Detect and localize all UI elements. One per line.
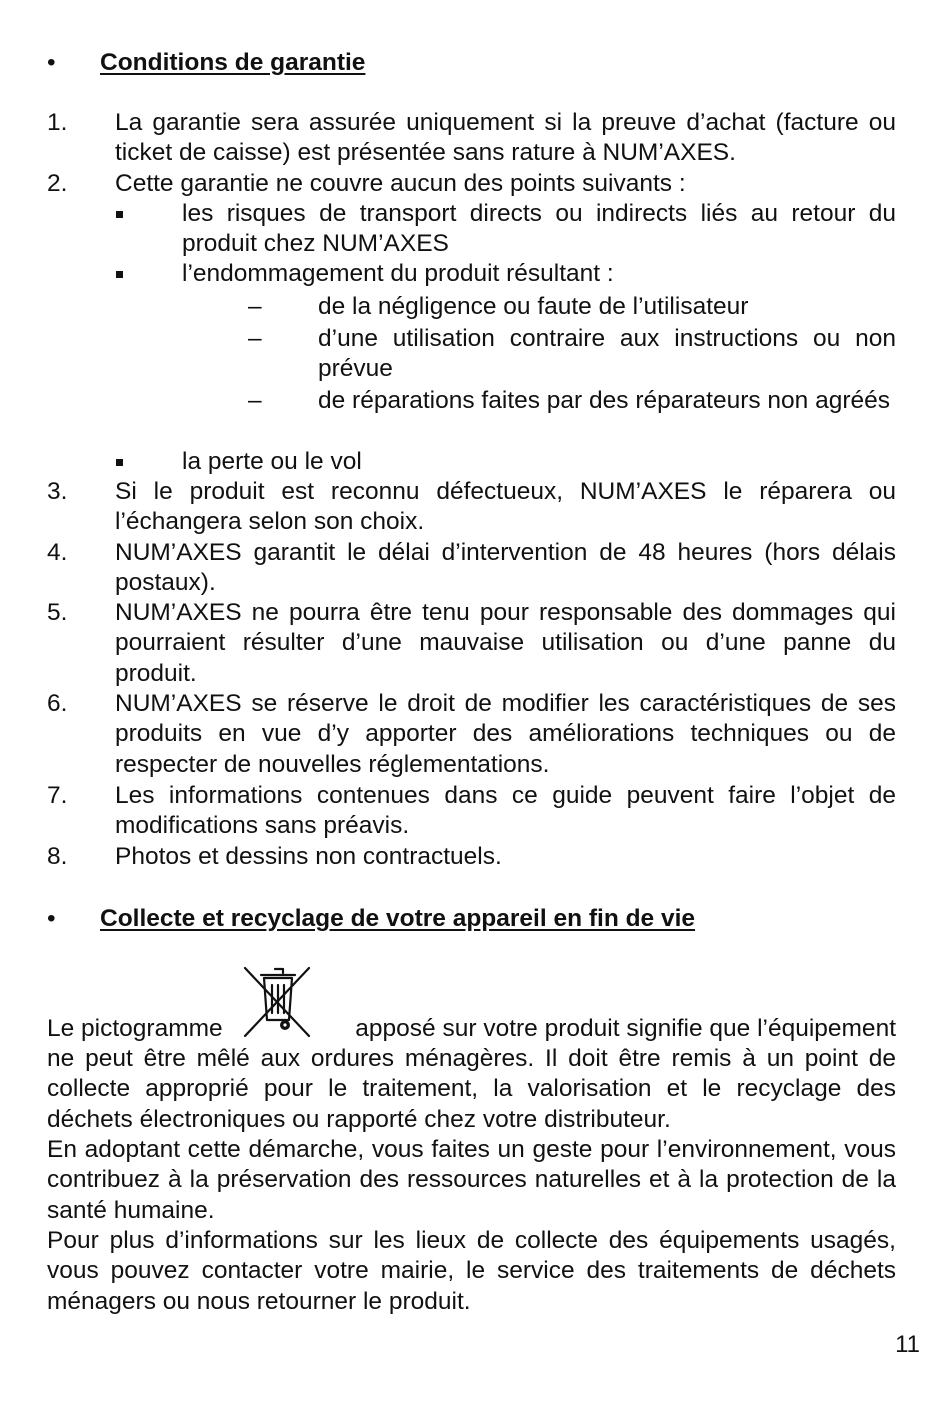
recycling-paragraph-2: En adoptant cette démarche, vous faites un geste pour l’environnement, vous contribuez à la préservation des ressources naturelles et à la protection de la santé humaine. <box>47 1136 896 1224</box>
item-number: 3. <box>47 478 68 505</box>
item-text: NUM’AXES ne pourra être tenu pour responsable des dommages qui pourraient résulter d’une mauvaise utilisation ou d’une panne du produit. <box>115 599 896 687</box>
item-number: 2. <box>47 170 68 197</box>
recycling-paragraph-1: ne peut être mêlé aux ordures ménagères. Il doit être remis à un point de collecte approprié pour le traitement, la valorisation et le recyclage des déchets électroniques ou rapporté chez votre distributeur. <box>47 1045 896 1133</box>
recycling-line-1 <box>47 1013 896 1045</box>
subitem-text: l’endommagement du produit résultant : <box>182 260 614 287</box>
item-text: NUM’AXES garantit le délai d’intervention de 48 heures (hors délais postaux). <box>115 539 896 597</box>
page-number: 11 <box>895 1331 920 1358</box>
subitem-text: la perte ou le vol <box>182 448 362 475</box>
square-bullet-icon <box>116 459 123 466</box>
recycling-heading-title: Collecte et recyclage de votre appareil en fin de vie <box>100 905 696 932</box>
dash-bullet: – <box>248 387 262 414</box>
item-text: Photos et dessins non contractuels. <box>115 843 502 870</box>
subsubitem-text: de réparations faites par des réparateurs non agréés <box>318 387 891 414</box>
recycling-text-before-icon: Le pictogramme <box>47 1015 223 1042</box>
subitem-text: les risques de transport directs ou indirects liés au retour du produit chez NUM’AXES <box>182 200 896 258</box>
subsubitem-text: de la négligence ou faute de l’utilisateur <box>318 293 749 320</box>
bullet: • <box>47 905 56 932</box>
square-bullet-icon <box>116 271 123 278</box>
item-number: 4. <box>47 539 68 566</box>
item-text: Les informations contenues dans ce guide peuvent faire l’objet de modifications sans préavis. <box>115 782 896 840</box>
item-number: 5. <box>47 599 68 626</box>
item-text: La garantie sera assurée uniquement si la preuve d’achat (facture ou ticket de caisse) est présentée sans rature à NUM’AXES. <box>115 109 896 167</box>
dash-bullet: – <box>248 293 262 320</box>
item-text: Si le produit est reconnu défectueux, NUM’AXES le réparera ou l’échangera selon son choix. <box>115 478 896 536</box>
bullet: • <box>47 49 56 76</box>
subsubitem-text: d’une utilisation contraire aux instructions ou non prévue <box>318 325 896 383</box>
item-number: 6. <box>47 690 68 717</box>
item-text: Cette garantie ne couvre aucun des points suivants : <box>115 170 686 197</box>
item-number: 8. <box>47 843 68 870</box>
recycling-paragraph-3: Pour plus d’informations sur les lieux de collecte des équipements usagés, vous pouvez contacter votre mairie, le service des traitements de déchets ménagers ou nous retourner le produit. <box>47 1227 896 1315</box>
item-text: NUM’AXES se réserve le droit de modifier les caractéristiques de ses produits en vue d’y apporter des améliorations techniques ou de respecter de nouvelles réglementations. <box>115 690 896 778</box>
item-number: 7. <box>47 782 68 809</box>
dash-bullet: – <box>248 325 262 352</box>
item-number: 1. <box>47 109 68 136</box>
warranty-heading-title: Conditions de garantie <box>100 49 366 76</box>
recycling-text-after-icon: apposé sur votre produit signifie que l’équipement <box>355 1015 896 1042</box>
square-bullet-icon <box>116 211 123 218</box>
